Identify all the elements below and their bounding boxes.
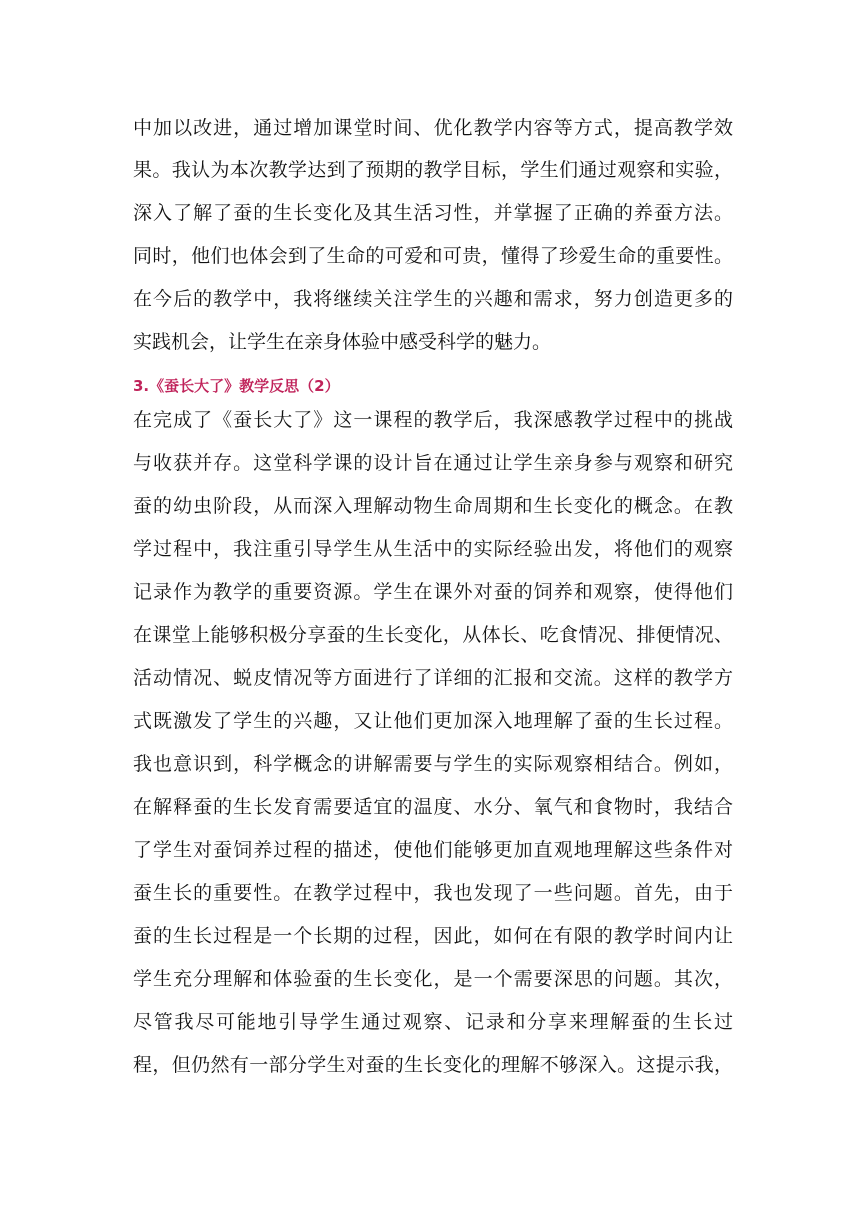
- text-line: 我也意识到，科学概念的讲解需要与学生的实际观察相结合。例如，: [133, 753, 733, 775]
- text-line: 深入了解了蚕的生长变化及其生活习性，并掌握了正确的养蚕方法。: [133, 202, 733, 224]
- text-line: 了学生对蚕饲养过程的描述，使他们能够更加直观地理解这些条件对: [133, 839, 733, 861]
- text-line: 学生充分理解和体验蚕的生长变化，是一个需要深思的问题。其次，: [133, 968, 733, 990]
- text-line: 程，但仍然有一部分学生对蚕的生长变化的理解不够深入。这提示我，: [133, 1054, 733, 1076]
- text-line: 在课堂上能够积极分享蚕的生长变化，从体长、吃食情况、排便情况、: [133, 624, 733, 646]
- text-line: 蚕的幼虫阶段，从而深入理解动物生命周期和生长变化的概念。在教: [133, 495, 733, 517]
- text-line: 活动情况、蜕皮情况等方面进行了详细的汇报和交流。这样的教学方: [133, 667, 733, 689]
- text-line: 在解释蚕的生长发育需要适宜的温度、水分、氧气和食物时，我结合: [133, 796, 733, 818]
- text-line: 式既激发了学生的兴趣，又让他们更加深入地理解了蚕的生长过程。: [133, 710, 733, 732]
- text-line: 在完成了《蚕长大了》这一课程的教学后，我深感教学过程中的挑战: [133, 409, 733, 431]
- section-heading: 3.《蚕长大了》教学反思（2）: [133, 377, 340, 395]
- text-line: 蚕的生长过程是一个长期的过程，因此，如何在有限的教学时间内让: [133, 925, 733, 947]
- text-line: 在今后的教学中，我将继续关注学生的兴趣和需求，努力创造更多的: [133, 288, 733, 310]
- text-line: 学过程中，我注重引导学生从生活中的实际经验出发，将他们的观察: [133, 538, 733, 560]
- text-line: 与收获并存。这堂科学课的设计旨在通过让学生亲身参与观察和研究: [133, 452, 733, 474]
- text-line: 中加以改进，通过增加课堂时间、优化教学内容等方式，提高教学效: [133, 117, 733, 139]
- text-line: 记录作为教学的重要资源。学生在课外对蚕的饲养和观察，使得他们: [133, 581, 733, 603]
- text-line: 果。我认为本次教学达到了预期的教学目标，学生们通过观察和实验，: [133, 159, 733, 181]
- text-line: 同时，他们也体会到了生命的可爱和可贵，懂得了珍爱生命的重要性。: [133, 245, 733, 267]
- text-line: 尽管我尽可能地引导学生通过观察、记录和分享来理解蚕的生长过: [133, 1011, 733, 1033]
- text-line: 蚕生长的重要性。在教学过程中，我也发现了一些问题。首先，由于: [133, 882, 733, 904]
- text-line: 实践机会，让学生在亲身体验中感受科学的魅力。: [133, 331, 552, 353]
